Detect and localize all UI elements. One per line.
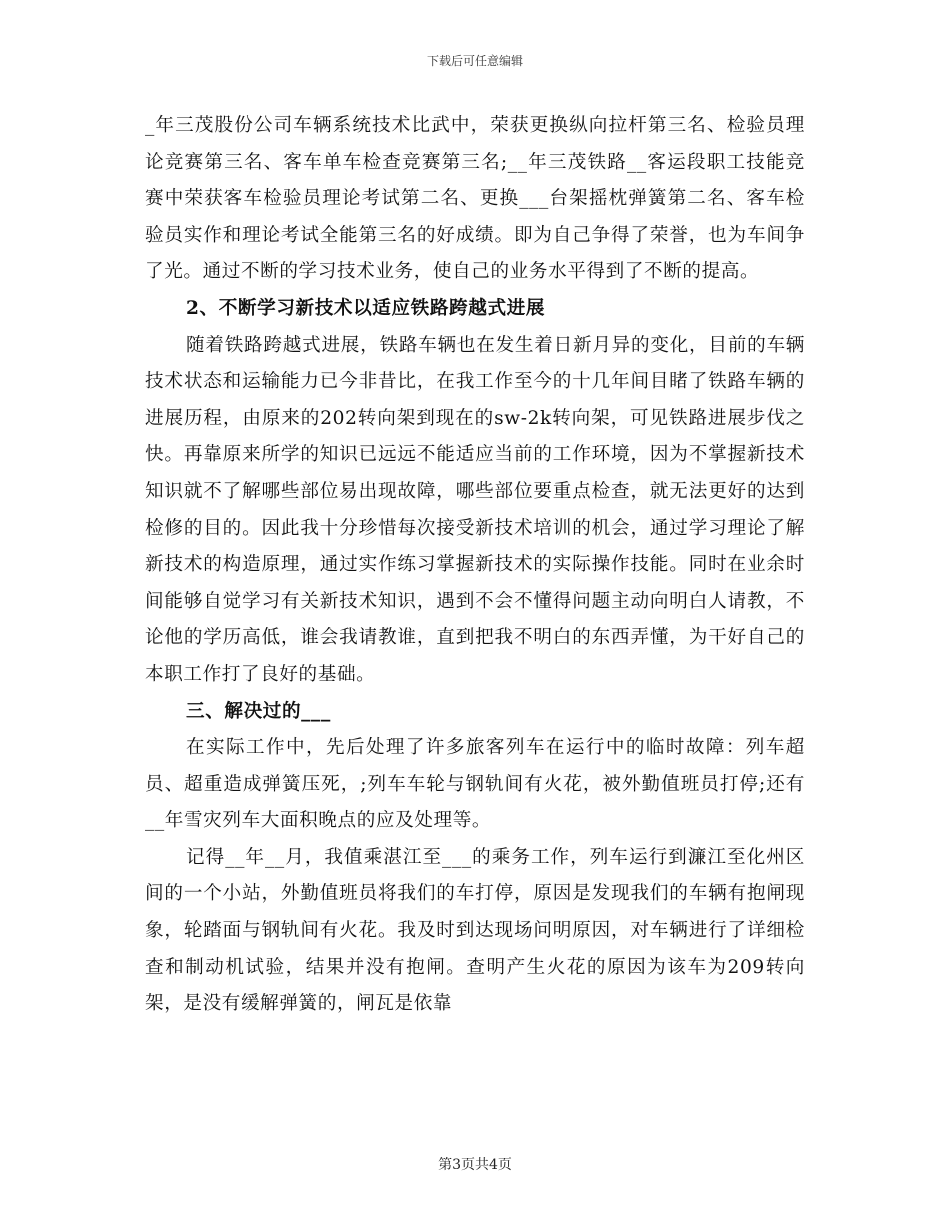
paragraph-incident: 记得__年__月，我值乘湛江至___的乘务工作，列车运行到濂江至化州区间的一个小站，外勤值班员将我们的车打停，原因是发现我们的车辆有抱闸现象，轮踏面与钢轨间有火花。我及时到达现场问明原因，对车辆进行了详细检查和制动机试验，结果并没有抱闸。查明产生火花的原因为该车为209转向架，是没有缓解弹簧的，闸瓦是依靠: [145, 846, 805, 1015]
paragraph-continuation: _年三茂股份公司车辆系统技术比武中，荣获更换纵向拉杆第三名、检验员理论竞赛第三名、客车单车检查竞赛第三名;__年三茂铁路__客运段职工技能竞赛中荣获客车检验员理论考试第二名、更换___台架摇枕弹簧第二名、客车检验员实作和理论考试全能第三名的好成绩。即为自己争得了荣誉，也为车间争了光。通过不断的学习技术业务，使自己的业务水平得到了不断的提高。: [145, 115, 805, 283]
section-heading-solved: 三、解决过的___: [186, 700, 331, 722]
paragraph-new-tech: 随着铁路跨越式进展，铁路车辆也在发生着日新月异的变化，目前的车辆技术状态和运输能力已今非昔比，在我工作至今的十几年间目睹了铁路车辆的进展历程，由原来的202转向架到现在的sw-2k转向架，可见铁路进展步伐之快。再靠原来所学的知识已远远不能适应当前的工作环境，因为不掌握新技术知识就不了解哪些部位易出现故障，哪些部位要重点检查，就无法更好的达到检修的目的。因此我十分珍惜每次接受新技术培训的机会，通过学习理论了解新技术的构造原理，通过实作练习掌握新技术的实际操作技能。同时在业余时间能够自觉学习有关新技术知识，遇到不会不懂得问题主动向明白人请教，不论他的学历高低，谁会我请教谁，直到把我不明白的东西弄懂，为干好自己的本职工作打了良好的基础。: [145, 334, 805, 685]
page-number: 第3页共4页: [438, 1157, 512, 1173]
document-body: [145, 108, 805, 1023]
section-heading-new-tech: 2、不断学习新技术以适应铁路跨越式进展: [186, 297, 546, 319]
page-header: 下载后可任意编辑: [426, 54, 523, 68]
paragraph-faults: 在实际工作中，先后处理了许多旅客列车在运行中的临时故障：列车超员、超重造成弹簧压死，;列车车轮与钢轨间有火花，被外勤值班员打停;还有__年雪灾列车大面积晚点的应及处理等。: [145, 737, 805, 832]
